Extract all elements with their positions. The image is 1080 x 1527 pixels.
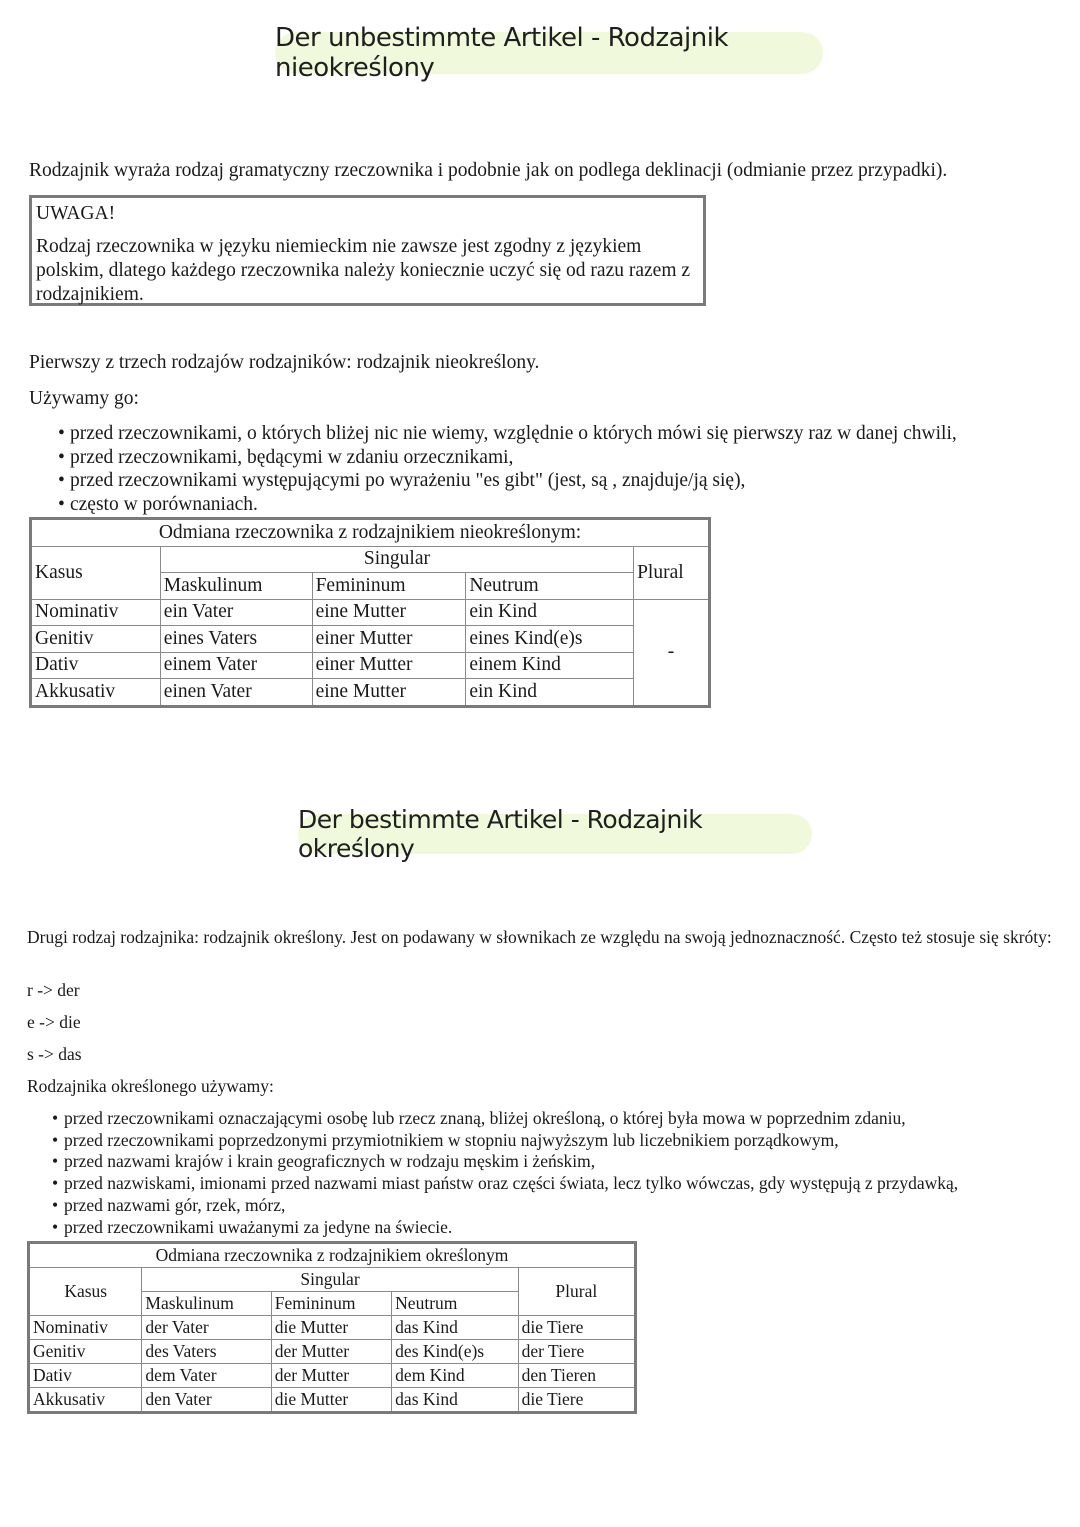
note-box xyxy=(29,195,706,306)
table-row xyxy=(31,599,710,626)
table-header-gender: Neutrum xyxy=(466,573,634,600)
table-cell: die Tiere xyxy=(518,1316,635,1340)
list-item: • przed rzeczownikami poprzedzonymi przymiotnikiem w stopniu najwyższym lub liczebnikiem porządkowym, xyxy=(52,1130,1072,1152)
table-row xyxy=(31,626,710,653)
section2-title: Der bestimmte Artikel - Rodzajnik określony xyxy=(298,814,812,854)
table-cell: dem Vater xyxy=(142,1364,271,1388)
table-cell: die Tiere xyxy=(518,1388,635,1413)
table-cell: einer Mutter xyxy=(312,652,466,679)
table-cell: Akkusativ xyxy=(29,1388,142,1413)
table-cell: Nominativ xyxy=(29,1316,142,1340)
list-item: • przed nazwami krajów i krain geograficznych w rodzaju męskim i żeńskim, xyxy=(52,1151,1072,1173)
table-row xyxy=(29,1340,636,1364)
table-caption: Odmiana rzeczownika z rodzajnikiem określonym xyxy=(29,1243,636,1268)
table-header-kasus: Kasus xyxy=(29,1268,142,1316)
table-plural-value: - xyxy=(634,599,710,706)
table-header-gender: Neutrum xyxy=(392,1292,518,1316)
table-cell: Dativ xyxy=(29,1364,142,1388)
section1-bullet-list xyxy=(58,422,1068,516)
table-cell: einen Vater xyxy=(160,679,312,707)
table-cell: der Mutter xyxy=(271,1364,391,1388)
section2-intro: Drugi rodzaj rodzajnika: rodzajnik określony. Jest on podawany w słownikach ze względu na swoją jednoznaczność. Często też stosuje się skróty: xyxy=(27,927,1052,947)
section1-intro: Rodzajnik wyraża rodzaj gramatyczny rzeczownika i podobnie jak on podlega deklinacji (odmianie przez przypadki). xyxy=(29,160,948,181)
table-row xyxy=(31,679,710,707)
section1-title: Der unbestimmte Artikel - Rodzajnik nieokreślony xyxy=(275,32,823,74)
table-header-plural: Plural xyxy=(518,1268,635,1316)
table-cell: des Kind(e)s xyxy=(392,1340,518,1364)
table-cell: einem Vater xyxy=(160,652,312,679)
table-cell: eine Mutter xyxy=(312,679,466,707)
table-cell: eine Mutter xyxy=(312,599,466,626)
table-header-plural: Plural xyxy=(634,546,710,599)
table-cell: Akkusativ xyxy=(31,679,161,707)
note-text: Rodzaj rzeczownika w języku niemieckim nie zawsze jest zgodny z językiem polskim, dlatego każdego rzeczownika należy koniecznie uczyć się od razu razem z rodzajnikiem. xyxy=(36,236,691,305)
table-cell: der Mutter xyxy=(271,1340,391,1364)
table-cell: eines Vaters xyxy=(160,626,312,653)
table-cell: die Mutter xyxy=(271,1388,391,1413)
table-header-gender: Femininum xyxy=(271,1292,391,1316)
table-cell: eines Kind(e)s xyxy=(466,626,634,653)
table-row xyxy=(29,1316,636,1340)
section1-para2: Używamy go: xyxy=(29,388,139,409)
section1-para1: Pierwszy z trzech rodzajów rodzajników: rodzajnik nieokreślony. xyxy=(29,352,540,373)
abbr-das: s -> das xyxy=(27,1044,82,1064)
abbr-die: e -> die xyxy=(27,1012,81,1032)
section2-bullet-list xyxy=(52,1108,1072,1238)
list-item: • przed rzeczownikami, o których bliżej nic nie wiemy, względnie o których mówi się pierwszy raz w danej chwili, xyxy=(58,422,1068,446)
table-cell: die Mutter xyxy=(271,1316,391,1340)
list-item: • przed rzeczownikami, będącymi w zdaniu orzecznikami, xyxy=(58,446,1068,470)
table-cell: den Tieren xyxy=(518,1364,635,1388)
table-header-kasus: Kasus xyxy=(31,546,161,599)
table-cell: der Tiere xyxy=(518,1340,635,1364)
list-item: • przed rzeczownikami występującymi po wyrażeniu "es gibt" (jest, są , znajduje/ją się), xyxy=(58,469,1068,493)
table-cell: den Vater xyxy=(142,1388,271,1413)
table-cell: der Vater xyxy=(142,1316,271,1340)
table-cell: ein Kind xyxy=(466,679,634,707)
table-cell: Genitiv xyxy=(29,1340,142,1364)
indefinite-article-table xyxy=(29,517,711,708)
table-row xyxy=(29,1388,636,1413)
table-cell: des Vaters xyxy=(142,1340,271,1364)
table-cell: einem Kind xyxy=(466,652,634,679)
table-header-gender: Maskulinum xyxy=(160,573,312,600)
note-heading: UWAGA! xyxy=(36,203,116,224)
table-cell: Dativ xyxy=(31,652,161,679)
abbr-der: r -> der xyxy=(27,980,80,1000)
table-row xyxy=(29,1364,636,1388)
table-cell: Genitiv xyxy=(31,626,161,653)
table-header-gender: Femininum xyxy=(312,573,466,600)
table-header-singular: Singular xyxy=(160,546,633,573)
table-cell: ein Vater xyxy=(160,599,312,626)
section2-para: Rodzajnika określonego używamy: xyxy=(27,1076,274,1096)
list-item: • przed rzeczownikami oznaczającymi osobę lub rzecz znaną, bliżej określoną, o której była mowa w poprzednim zdaniu, xyxy=(52,1108,1072,1130)
table-cell: dem Kind xyxy=(392,1364,518,1388)
table-cell: Nominativ xyxy=(31,599,161,626)
definite-article-table xyxy=(27,1241,637,1414)
list-item: • przed nazwiskami, imionami przed nazwami miast państw oraz części świata, lecz tylko wówczas, gdy występują z przydawką, xyxy=(52,1173,1072,1195)
list-item: • przed nazwami gór, rzek, mórz, xyxy=(52,1195,1072,1217)
table-header-gender: Maskulinum xyxy=(142,1292,271,1316)
table-cell: das Kind xyxy=(392,1388,518,1413)
table-row xyxy=(31,652,710,679)
list-item: • przed rzeczownikami uważanymi za jedyne na świecie. xyxy=(52,1217,1072,1239)
list-item: • często w porównaniach. xyxy=(58,493,1068,517)
table-cell: das Kind xyxy=(392,1316,518,1340)
table-cell: einer Mutter xyxy=(312,626,466,653)
table-caption: Odmiana rzeczownika z rodzajnikiem nieokreślonym: xyxy=(31,519,710,547)
table-header-singular: Singular xyxy=(142,1268,518,1292)
table-cell: ein Kind xyxy=(466,599,634,626)
